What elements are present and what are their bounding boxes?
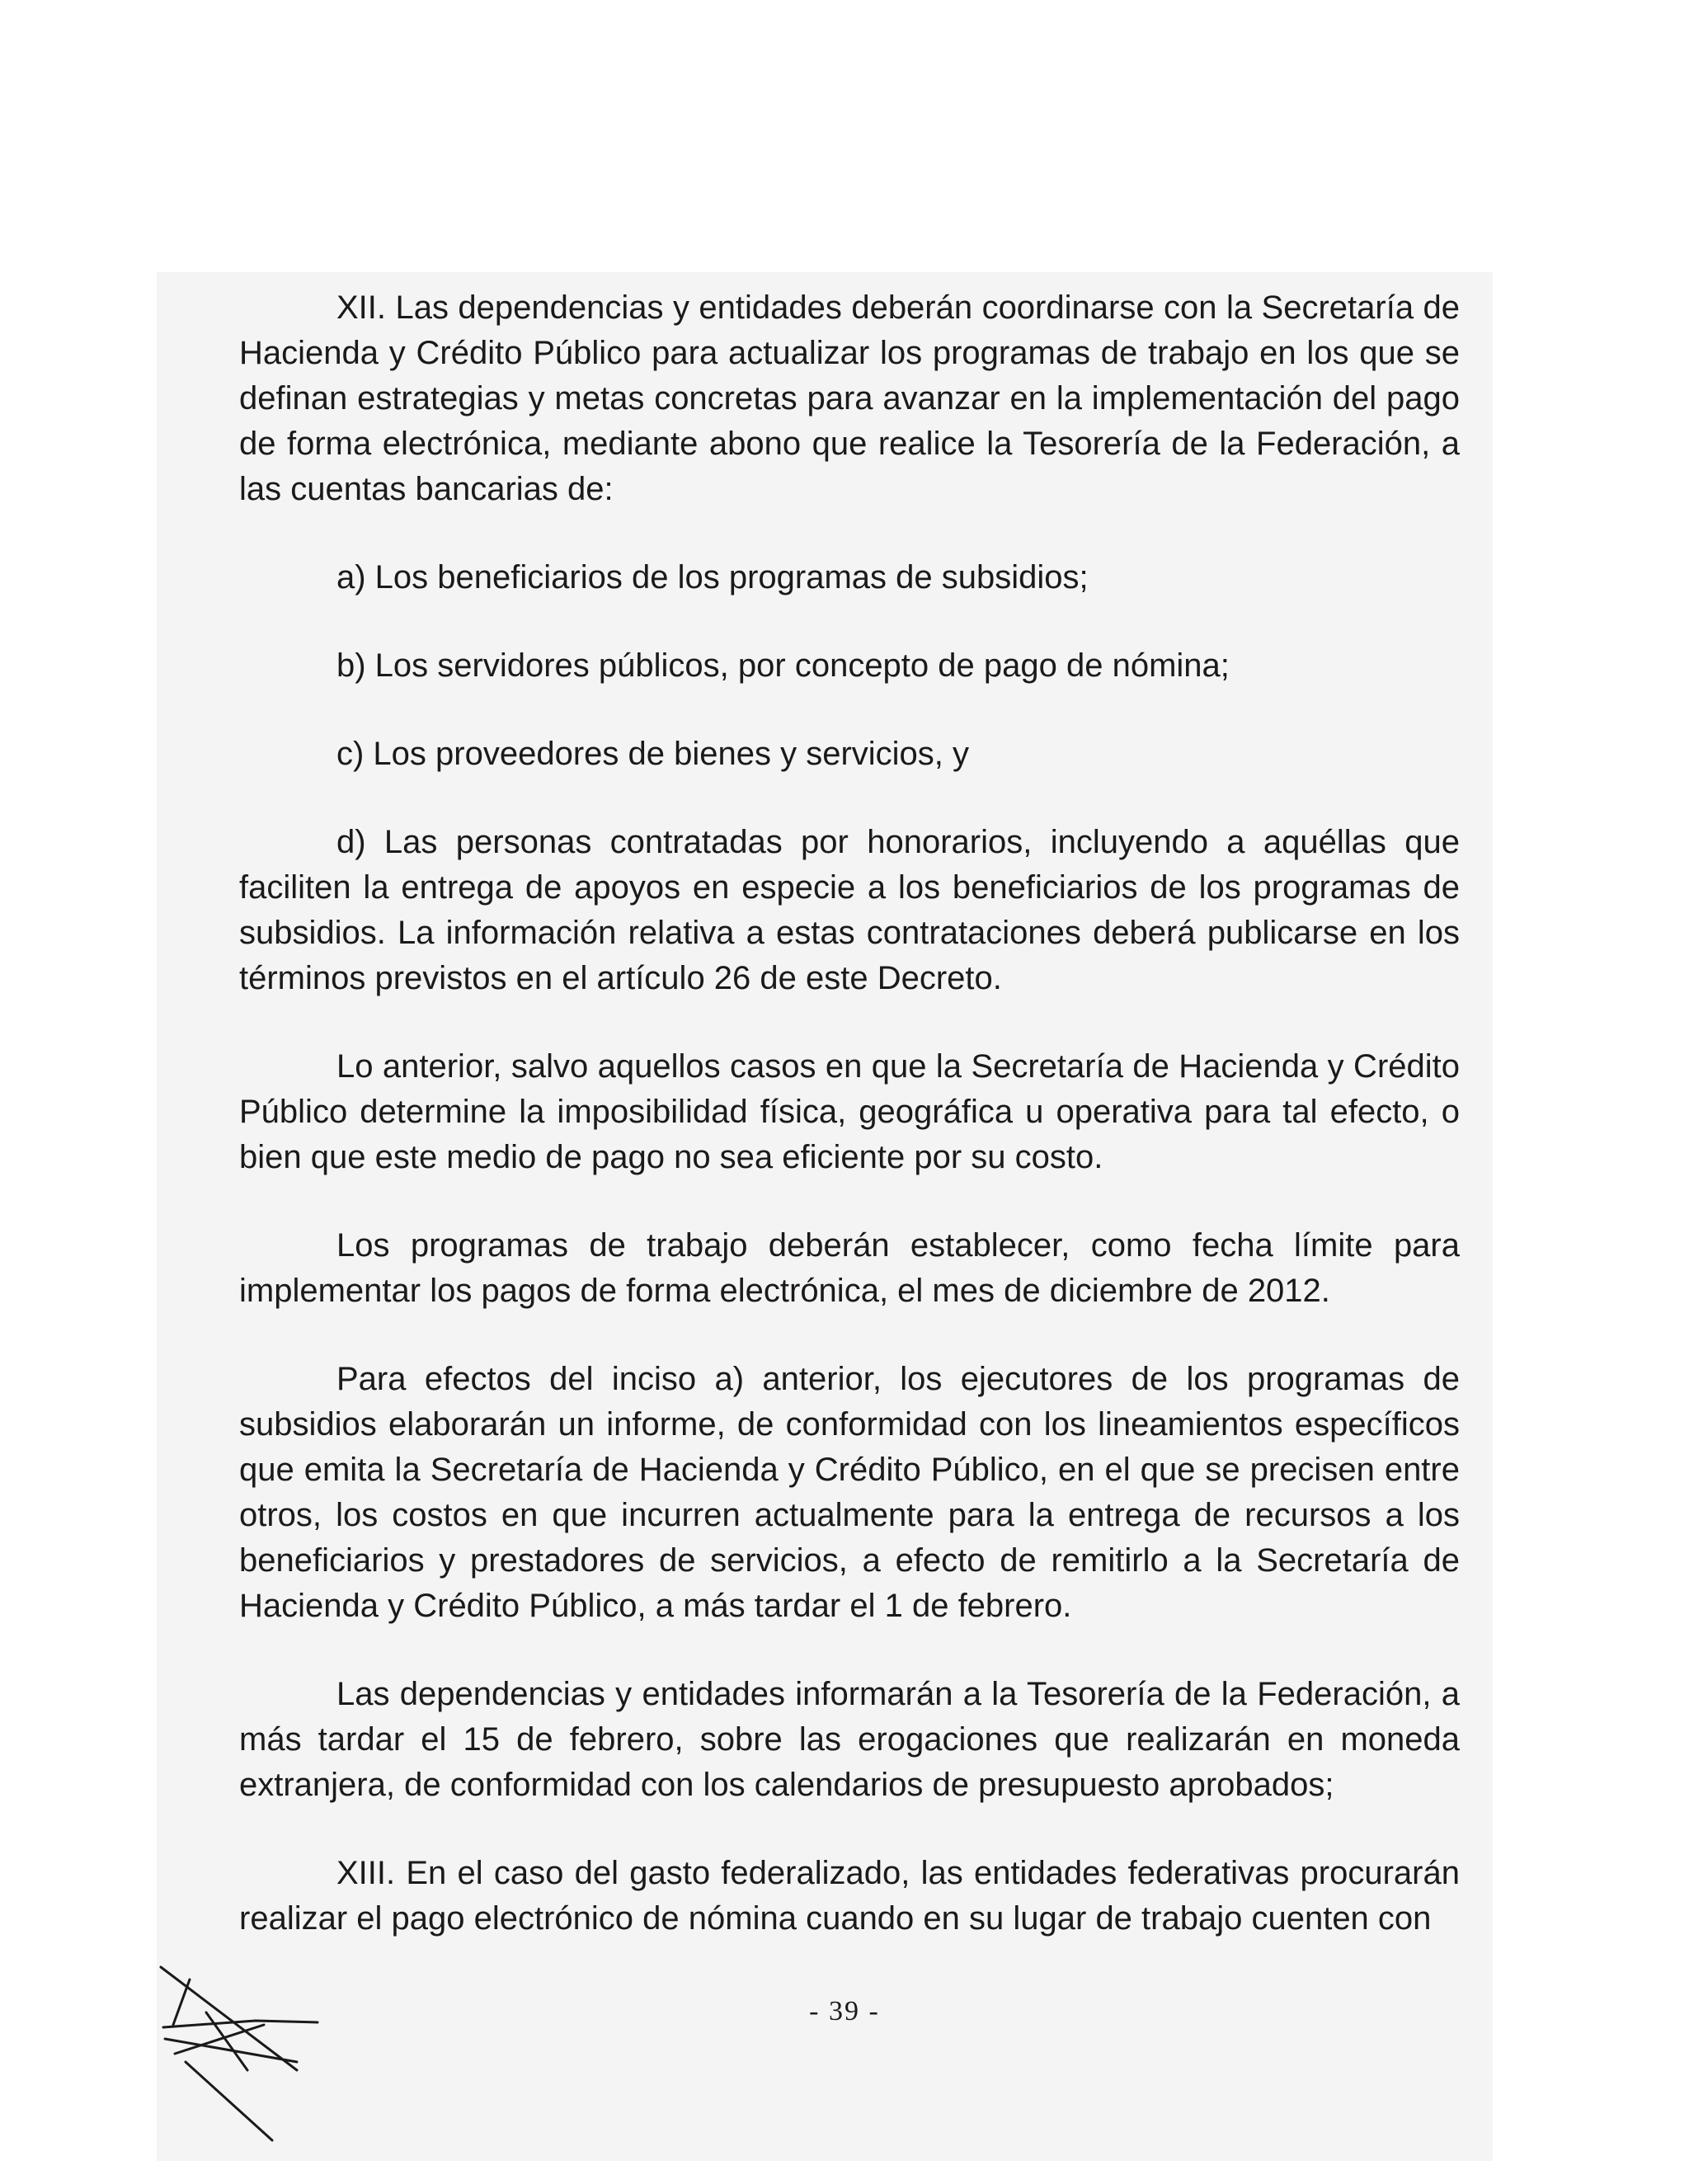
paragraph-foreign-currency: Las dependencias y entidades informarán a la Tesorería de la Federación, a más tardar el 15 de febrero, sobre las erogaciones que realizarán en moneda extranjera, de conformidad con los calendarios de presupuesto aprobados;: [239, 1676, 1460, 1803]
page-number: - 39 -: [809, 1996, 880, 2026]
document-body: [239, 285, 1460, 1942]
list-item-a: a) Los beneficiarios de los programas de subsidios;: [336, 559, 1089, 595]
list-item-b: b) Los servidores públicos, por concepto de pago de nómina;: [336, 647, 1230, 684]
paragraph-xii: XII. Las dependencias y entidades deberán coordinarse con la Secretaría de Hacienda y Crédito Público para actualizar los programas de trabajo en los que se definan estrategias y metas concretas para avanzar en la implementación del pago de forma electrónica, mediante abono que realice la Tesorería de la Federación, a las cuentas bancarias de:: [239, 289, 1460, 507]
signature-mark: [157, 1963, 338, 2144]
paragraph-xiii: XIII. En el caso del gasto federalizado, las entidades federativas procurarán realizar el pago electrónico de nómina cuando en su lugar de trabajo cuenten con: [239, 1855, 1460, 1937]
list-item-d: d) Las personas contratadas por honorarios, incluyendo a aquéllas que faciliten la entrega de apoyos en especie a los beneficiarios de los programas de subsidios. La información relativa a estas contrataciones deberá publicarse en los términos previstos en el artículo 26 de este Decreto.: [239, 824, 1460, 996]
paragraph-report: Para efectos del inciso a) anterior, los ejecutores de los programas de subsidios elaborarán un informe, de conformidad con los lineamientos específicos que emita la Secretaría de Hacienda y Crédito Público, en el que se precisen entre otros, los costos en que incurren actualmente para la entrega de recursos a los beneficiarios y prestadores de servicios, a efecto de remitirlo a la Secretaría de Hacienda y Crédito Público, a más tardar el 1 de febrero.: [239, 1361, 1460, 1624]
paragraph-deadline: Los programas de trabajo deberán establecer, como fecha límite para implementar los pagos de forma electrónica, el mes de diciembre de 2012.: [239, 1227, 1460, 1309]
paragraph-exceptions: Lo anterior, salvo aquellos casos en que la Secretaría de Hacienda y Crédito Público determine la imposibilidad física, geográfica u operativa para tal efecto, o bien que este medio de pago no sea eficiente por su costo.: [239, 1048, 1460, 1175]
list-item-c: c) Los proveedores de bienes y servicios, y: [336, 736, 970, 772]
